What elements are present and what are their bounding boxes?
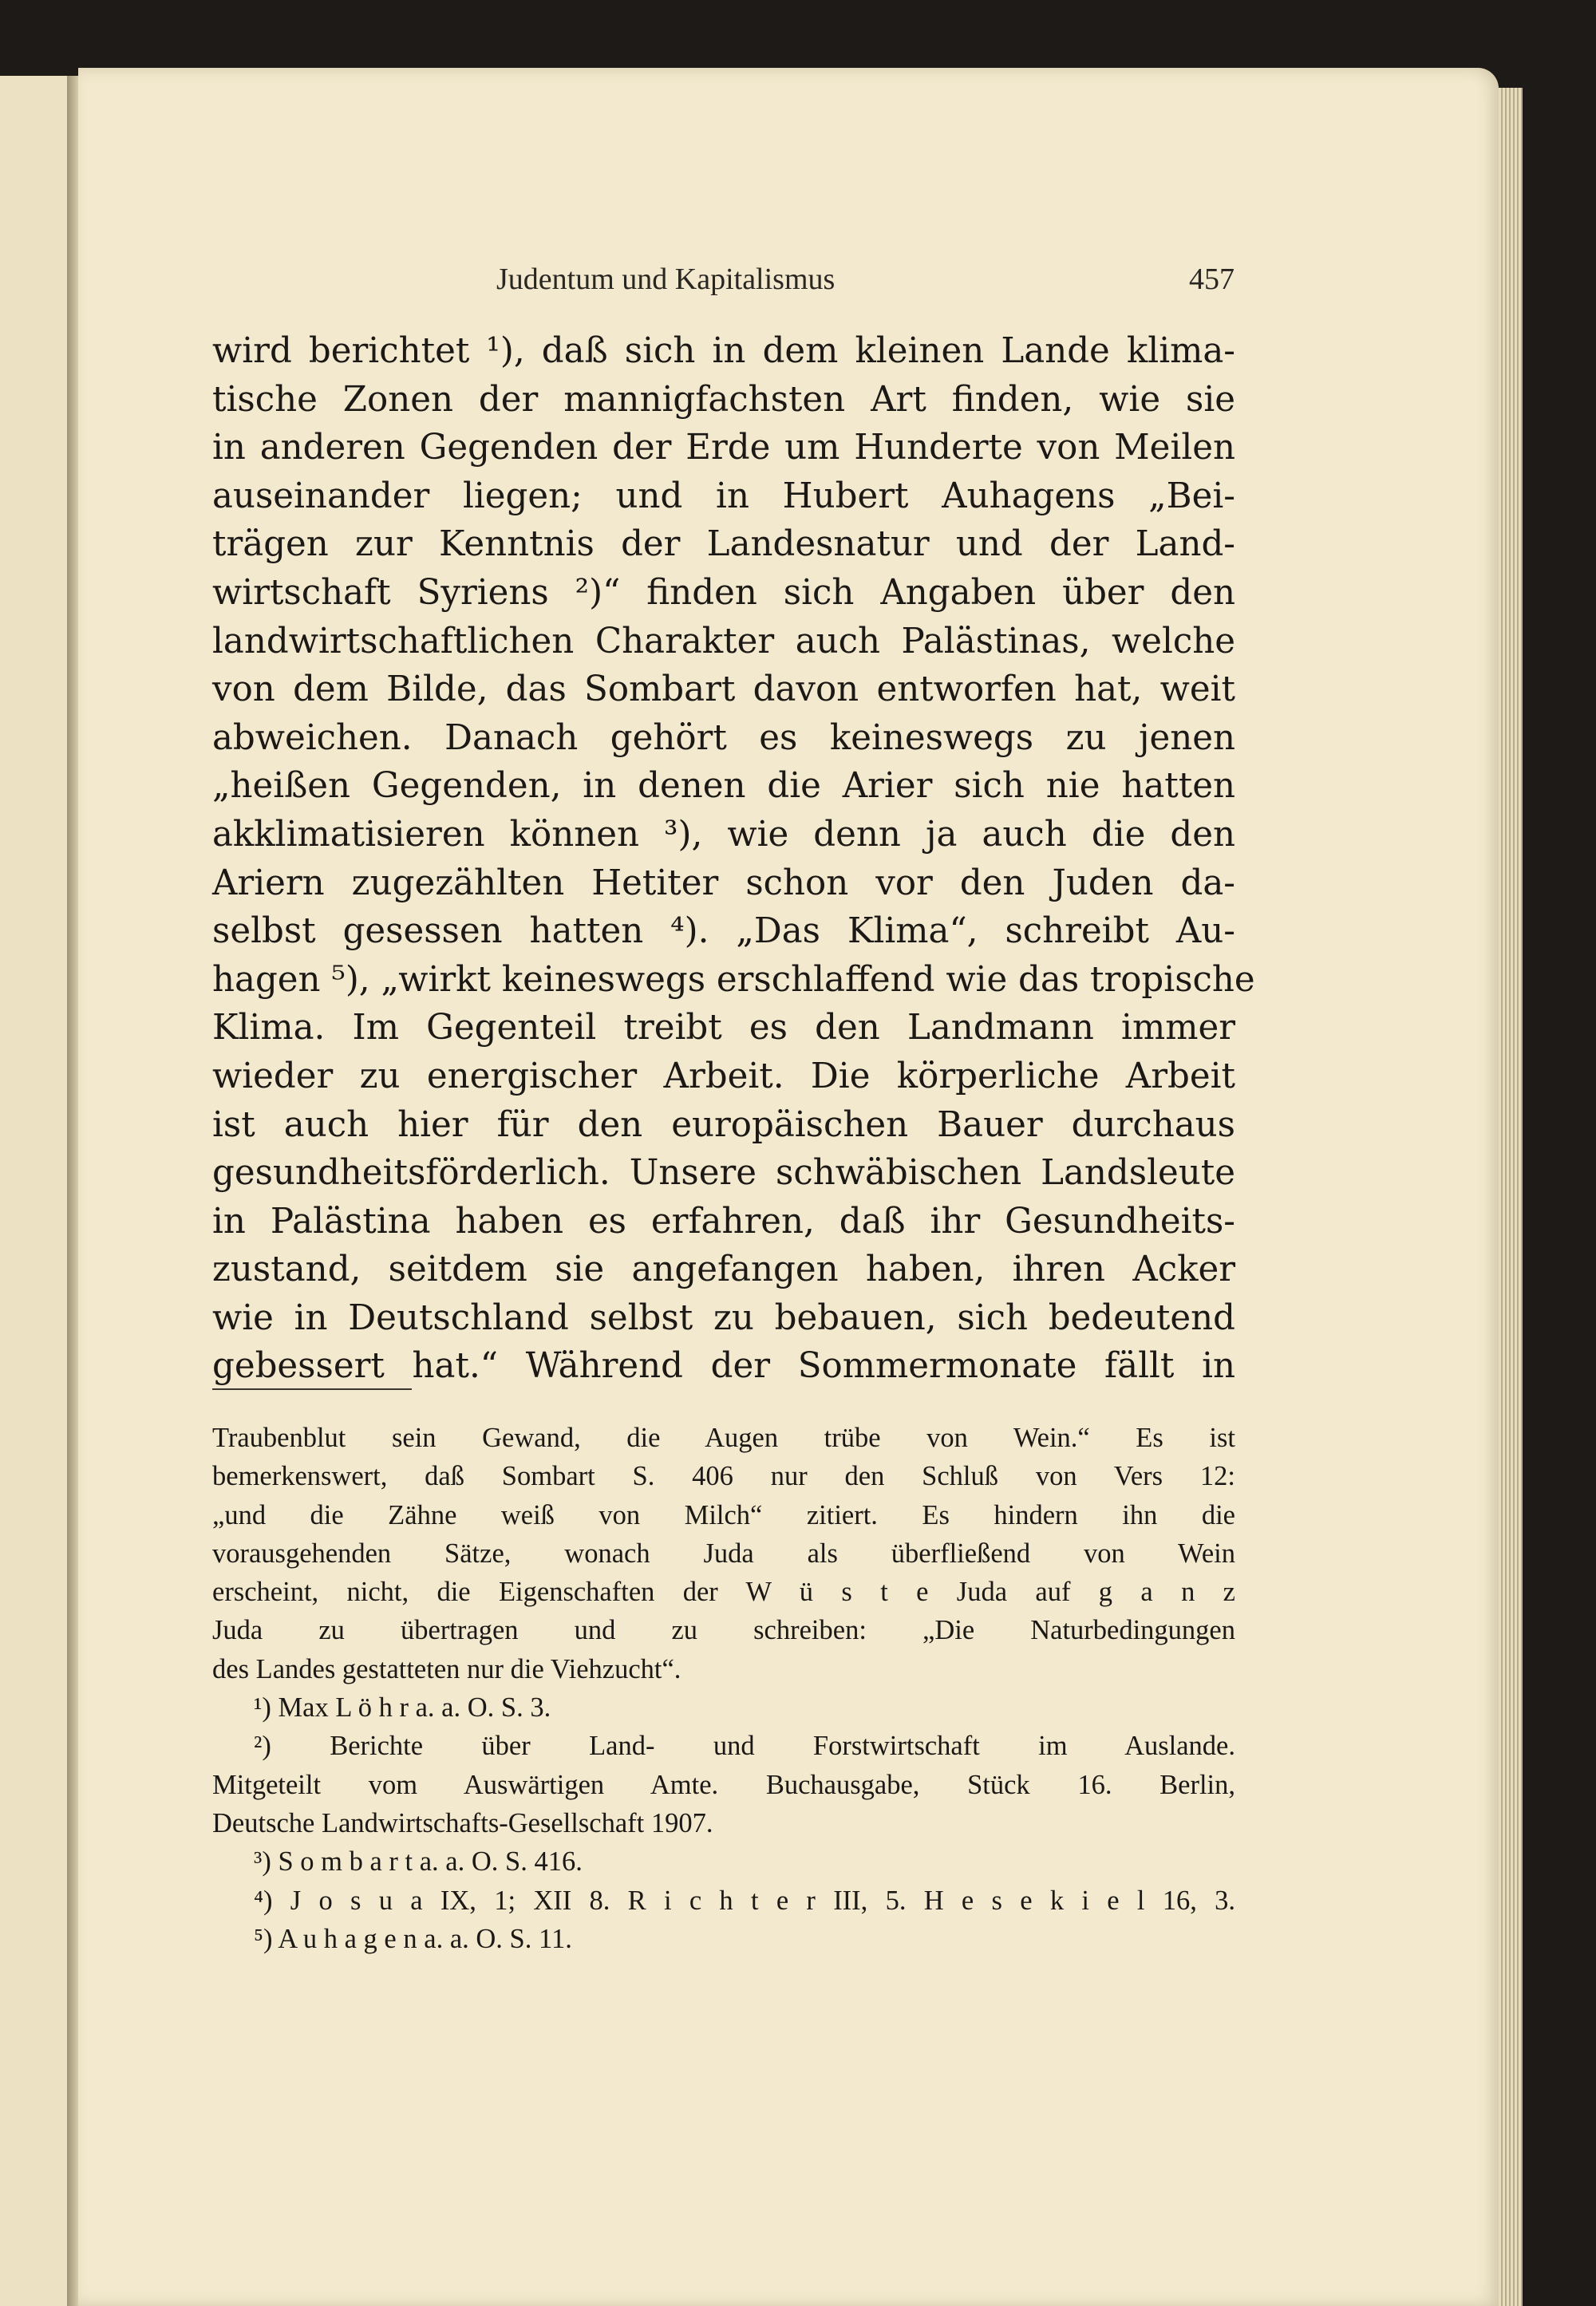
text-line: wieder zu energischer Arbeit. Die körperliche Arbeit [212, 1056, 1235, 1096]
text-line: abweichen. Danach gehört es keineswegs zu jenen [212, 717, 1235, 758]
running-head [496, 262, 1235, 302]
footnote-line: erscheint, nicht, die Eigenschaften der W ü s t e Juda auf g a n z [212, 1577, 1235, 1608]
footnote-separator [212, 1388, 412, 1390]
text-line: in Palästina haben es erfahren, daß ihr Gesundheits- [212, 1201, 1235, 1242]
footnote-1: ¹) Max L ö h r a. a. O. S. 3. [254, 1692, 551, 1724]
book-gutter [67, 76, 78, 2306]
text-line: hagen ⁵), „wirkt keineswegs erschlaffend wie das tropische [212, 959, 1255, 1000]
text-line: von dem Bilde, das Sombart davon entworfen hat, weit [212, 669, 1235, 710]
text-line: in anderen Gegenden der Erde um Hunderte von Meilen [212, 428, 1235, 468]
text-line: akklimatisieren können ³), wie denn ja auch die den [212, 814, 1235, 855]
footnote-line: bemerkenswert, daß Sombart S. 406 nur den Schluß von Vers 12: [212, 1461, 1235, 1492]
text-line: wird berichtet ¹), daß sich in dem kleinen Lande klima- [212, 331, 1235, 371]
text-line: ist auch hier für den europäischen Bauer durchaus [212, 1104, 1235, 1145]
text-line: tische Zonen der mannigfachsten Art finden, wie sie [212, 379, 1235, 420]
text-line: zustand, seitdem sie angefangen haben, ihren Acker [212, 1250, 1235, 1290]
footnote-5: ⁵) A u h a g e n a. a. O. S. 11. [254, 1923, 572, 1954]
text-line: „heißen Gegenden, in denen die Arier sich nie hatten [212, 766, 1235, 807]
footnote-line: Traubenblut sein Gewand, die Augen trübe von Wein.“ Es ist [212, 1423, 1235, 1453]
text-line: wirtschaft Syriens ²)“ finden sich Angaben über den [212, 572, 1235, 613]
footnote-line: vorausgehenden Sätze, wonach Juda als überfließend von Wein [212, 1538, 1235, 1569]
main-text [212, 327, 1255, 1391]
footnote-2-continuation: Deutsche Landwirtschafts-Gesellschaft 1907. [212, 1807, 713, 1838]
text-line: wie in Deutschland selbst zu bebauen, sich bedeutend [212, 1297, 1235, 1338]
text-line: gebessert hat.“ Während der Sommermonate fällt in [212, 1346, 1235, 1387]
footnote-2: ²) Berichte über Land- und Forstwirtschaft im Auslande. [254, 1731, 1235, 1762]
footnote-4: ⁴) J o s u a IX, 1; XII 8. R i c h t e r III, 5. H e s e k i e l 16, 3. [254, 1885, 1235, 1916]
text-line: auseinander liegen; und in Hubert Auhagens „Bei- [212, 476, 1235, 516]
page-edges [1499, 88, 1523, 2306]
text-line: Ariern zugezählten Hetiter schon vor den Juden da- [212, 863, 1235, 903]
text-line: landwirtschaftlichen Charakter auch Palästinas, welche [212, 621, 1235, 661]
text-line: trägen zur Kenntnis der Landesnatur und der Land- [212, 524, 1235, 565]
text-line: Klima. Im Gegenteil treibt es den Landmann immer [212, 1008, 1235, 1048]
footnote-line: Juda zu übertragen und zu schreiben: „Die Naturbedingungen [212, 1615, 1235, 1646]
footnote-3: ³) S o m b a r t a. a. O. S. 416. [254, 1846, 583, 1878]
footnote-line: „und die Zähne weiß von Milch“ zitiert. Es hindern ihn die [212, 1499, 1235, 1530]
running-head-title: Judentum und Kapitalismus [496, 263, 836, 296]
footnote-line: des Landes gestatteten nur die Viehzucht“. [212, 1653, 681, 1684]
text-line: gesundheitsförderlich. Unsere schwäbischen Landsleute [212, 1153, 1235, 1194]
left-page-edge [0, 76, 69, 2306]
page-number: 457 [1189, 263, 1235, 296]
footnote-2-continuation: Mitgeteilt vom Auswärtigen Amte. Buchausgabe, Stück 16. Berlin, [212, 1769, 1235, 1800]
footnotes [212, 1419, 1235, 1958]
text-line: selbst gesessen hatten ⁴). „Das Klima“, schreibt Au- [212, 911, 1235, 952]
